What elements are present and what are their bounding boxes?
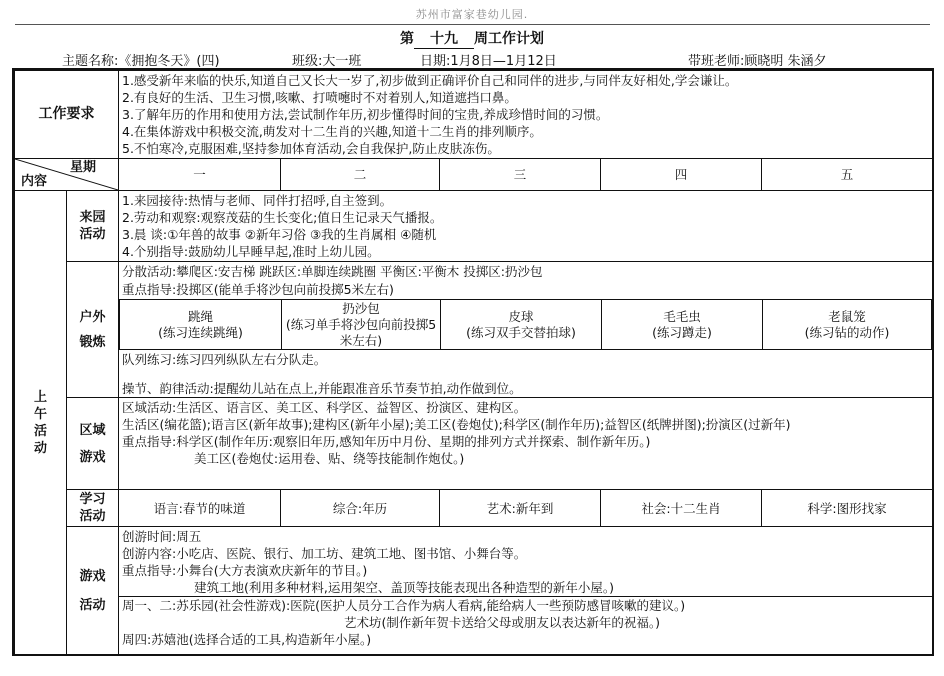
outdoor-thu: 毛毛虫 (练习蹲走)	[602, 300, 763, 350]
requirements-row	[15, 71, 933, 159]
school-header: 苏州市富家巷幼儿园.	[415, 8, 529, 21]
study-tue: 综合:年历	[281, 490, 440, 527]
area-content: 区域活动:生活区、语言区、美工区、科学区、益智区、扮演区、建构区。 生活区(编花篮);语言区(新年故事);建构区(新年小屋);美工区(卷炮仗);科学区(制作年历);益智区(纸牌拼图);扮演区(过新年) 重点指导:科学区(制作年历:观察旧年历,感知年历中月份、星期的排列方式并探索、制作新年历。) 美工区(卷炮仗:运用卷、贴、绕等技能制作炮仗。)	[119, 398, 933, 490]
requirements-list	[119, 71, 933, 159]
day-header-mon: 一	[119, 159, 281, 191]
outdoor-row	[15, 262, 933, 398]
day-header-fri: 五	[762, 159, 933, 191]
area-label: 区域 游戏	[67, 398, 119, 490]
page-title: 第 十九 周工作计划	[0, 28, 944, 49]
requirement-item: 4.在集体游戏中积极交流,萌发对十二生肖的兴趣,知道十二生肖的排列顺序。	[122, 124, 542, 139]
day-header-thu: 四	[601, 159, 762, 191]
study-mon: 语言:春节的味道	[119, 490, 281, 527]
arrival-label: 来园 活动	[67, 191, 119, 262]
game-label: 游戏 活动	[67, 527, 119, 655]
game-content: 创游时间:周五 创游内容:小吃店、医院、银行、加工坊、建筑工地、图书馆、小舞台等。 重点指导:小舞台(大方表演欢庆新年的节目。) 建筑工地(利用多种材料,运用架空、盖顶等技能表现出各种造型的新年小屋。) 周一、二:苏乐园(社会性游戏):医院(医护人员分工合作为病人看病,能给病人一些预防感冒咳嗽的建议。) 艺术坊(制作新年贺卡送给父母或朋友以表达新年的祝福。) 周四:苏嬉池(选择合适的工具,构造新年小屋。)	[119, 527, 933, 655]
outdoor-fri: 老鼠笼 (练习钻的动作)	[763, 300, 932, 350]
outdoor-label: 户外 锻炼	[67, 262, 119, 398]
outdoor-wed: 皮球 (练习双手交替拍球)	[441, 300, 602, 350]
study-thu: 社会:十二生肖	[601, 490, 762, 527]
outdoor-tue: 扔沙包 (练习单手将沙包向前投掷5米左右)	[282, 300, 441, 350]
study-row	[15, 490, 933, 527]
day-header-tue: 二	[281, 159, 440, 191]
study-label: 学习 活动	[67, 490, 119, 527]
content-label: 内容	[21, 174, 48, 189]
header-rule	[15, 24, 930, 25]
outdoor-daily-table	[119, 299, 932, 350]
requirements-label: 工作要求	[15, 71, 119, 159]
week-number: 十九	[414, 28, 474, 49]
study-fri: 科学:图形找家	[762, 490, 933, 527]
weekday-label: 星期	[69, 160, 96, 175]
study-wed: 艺术:新年到	[440, 490, 601, 527]
arrival-row	[15, 191, 933, 262]
date-range: 日期:1月8日—1月12日	[420, 54, 557, 69]
requirement-item: 1.感受新年来临的快乐,知道自己又长大一岁了,初步做到正确评价自己和同伴的进步,与同伴友好相处,学会谦让。	[122, 73, 738, 88]
weekly-plan-table	[14, 70, 933, 655]
teachers: 带班老师:顾晓明 朱涵夕	[688, 54, 827, 69]
class-name: 班级:大一班	[292, 54, 362, 69]
outdoor-content: 分散活动:攀爬区:安吉梯 跳跃区:单脚连续跳圈 平衡区:平衡木 投掷区:扔沙包 重点指导:投掷区(能单手将沙包向前投掷5米左右) 跳绳 (练习连续跳绳) 扔沙包 (练习单手将沙包向前投掷5米左右) 皮球 (练习双手交替拍球) 毛毛虫 (练习蹲走) 老鼠笼 (练习钻的动作) 队列练习:练习四列纵队左右分队走。 操节、韵律活动:提醒幼儿站在点上,并能跟准音乐节奏节拍,动作做到位。	[119, 262, 933, 398]
day-header-wed: 三	[440, 159, 601, 191]
requirement-item: 2.有良好的生活、卫生习惯,咳嗽、打喷嚏时不对着别人,知道遮挡口鼻。	[122, 90, 517, 105]
game-row	[15, 527, 933, 655]
requirement-item: 3.了解年历的作用和使用方法,尝试制作年历,初步懂得时间的宝贵,养成珍惜时间的习惯。	[122, 107, 609, 122]
theme-name: 主题名称:《拥抱冬天》(四)	[62, 54, 220, 69]
area-row	[15, 398, 933, 490]
outdoor-mon: 跳绳 (练习连续跳绳)	[120, 300, 282, 350]
arrival-content: 1.来园接待:热情与老师、同伴打招呼,自主签到。 2.劳动和观察:观察茂菇的生长变化;值日生记录天气播报。 3.晨 谈:①年兽的故事 ②新年习俗 ③我的生肖属相 ④随机 4.个别指导:鼓励幼儿早睡早起,准时上幼儿园。	[119, 191, 933, 262]
requirement-item: 5.不怕寒冷,克服困难,坚持参加体育活动,会自我保护,防止皮肤冻伤。	[122, 141, 500, 156]
weekday-header-row	[15, 159, 933, 191]
morning-activities-label: 上 午 活 动	[15, 191, 67, 655]
diagonal-header-cell	[15, 159, 119, 191]
